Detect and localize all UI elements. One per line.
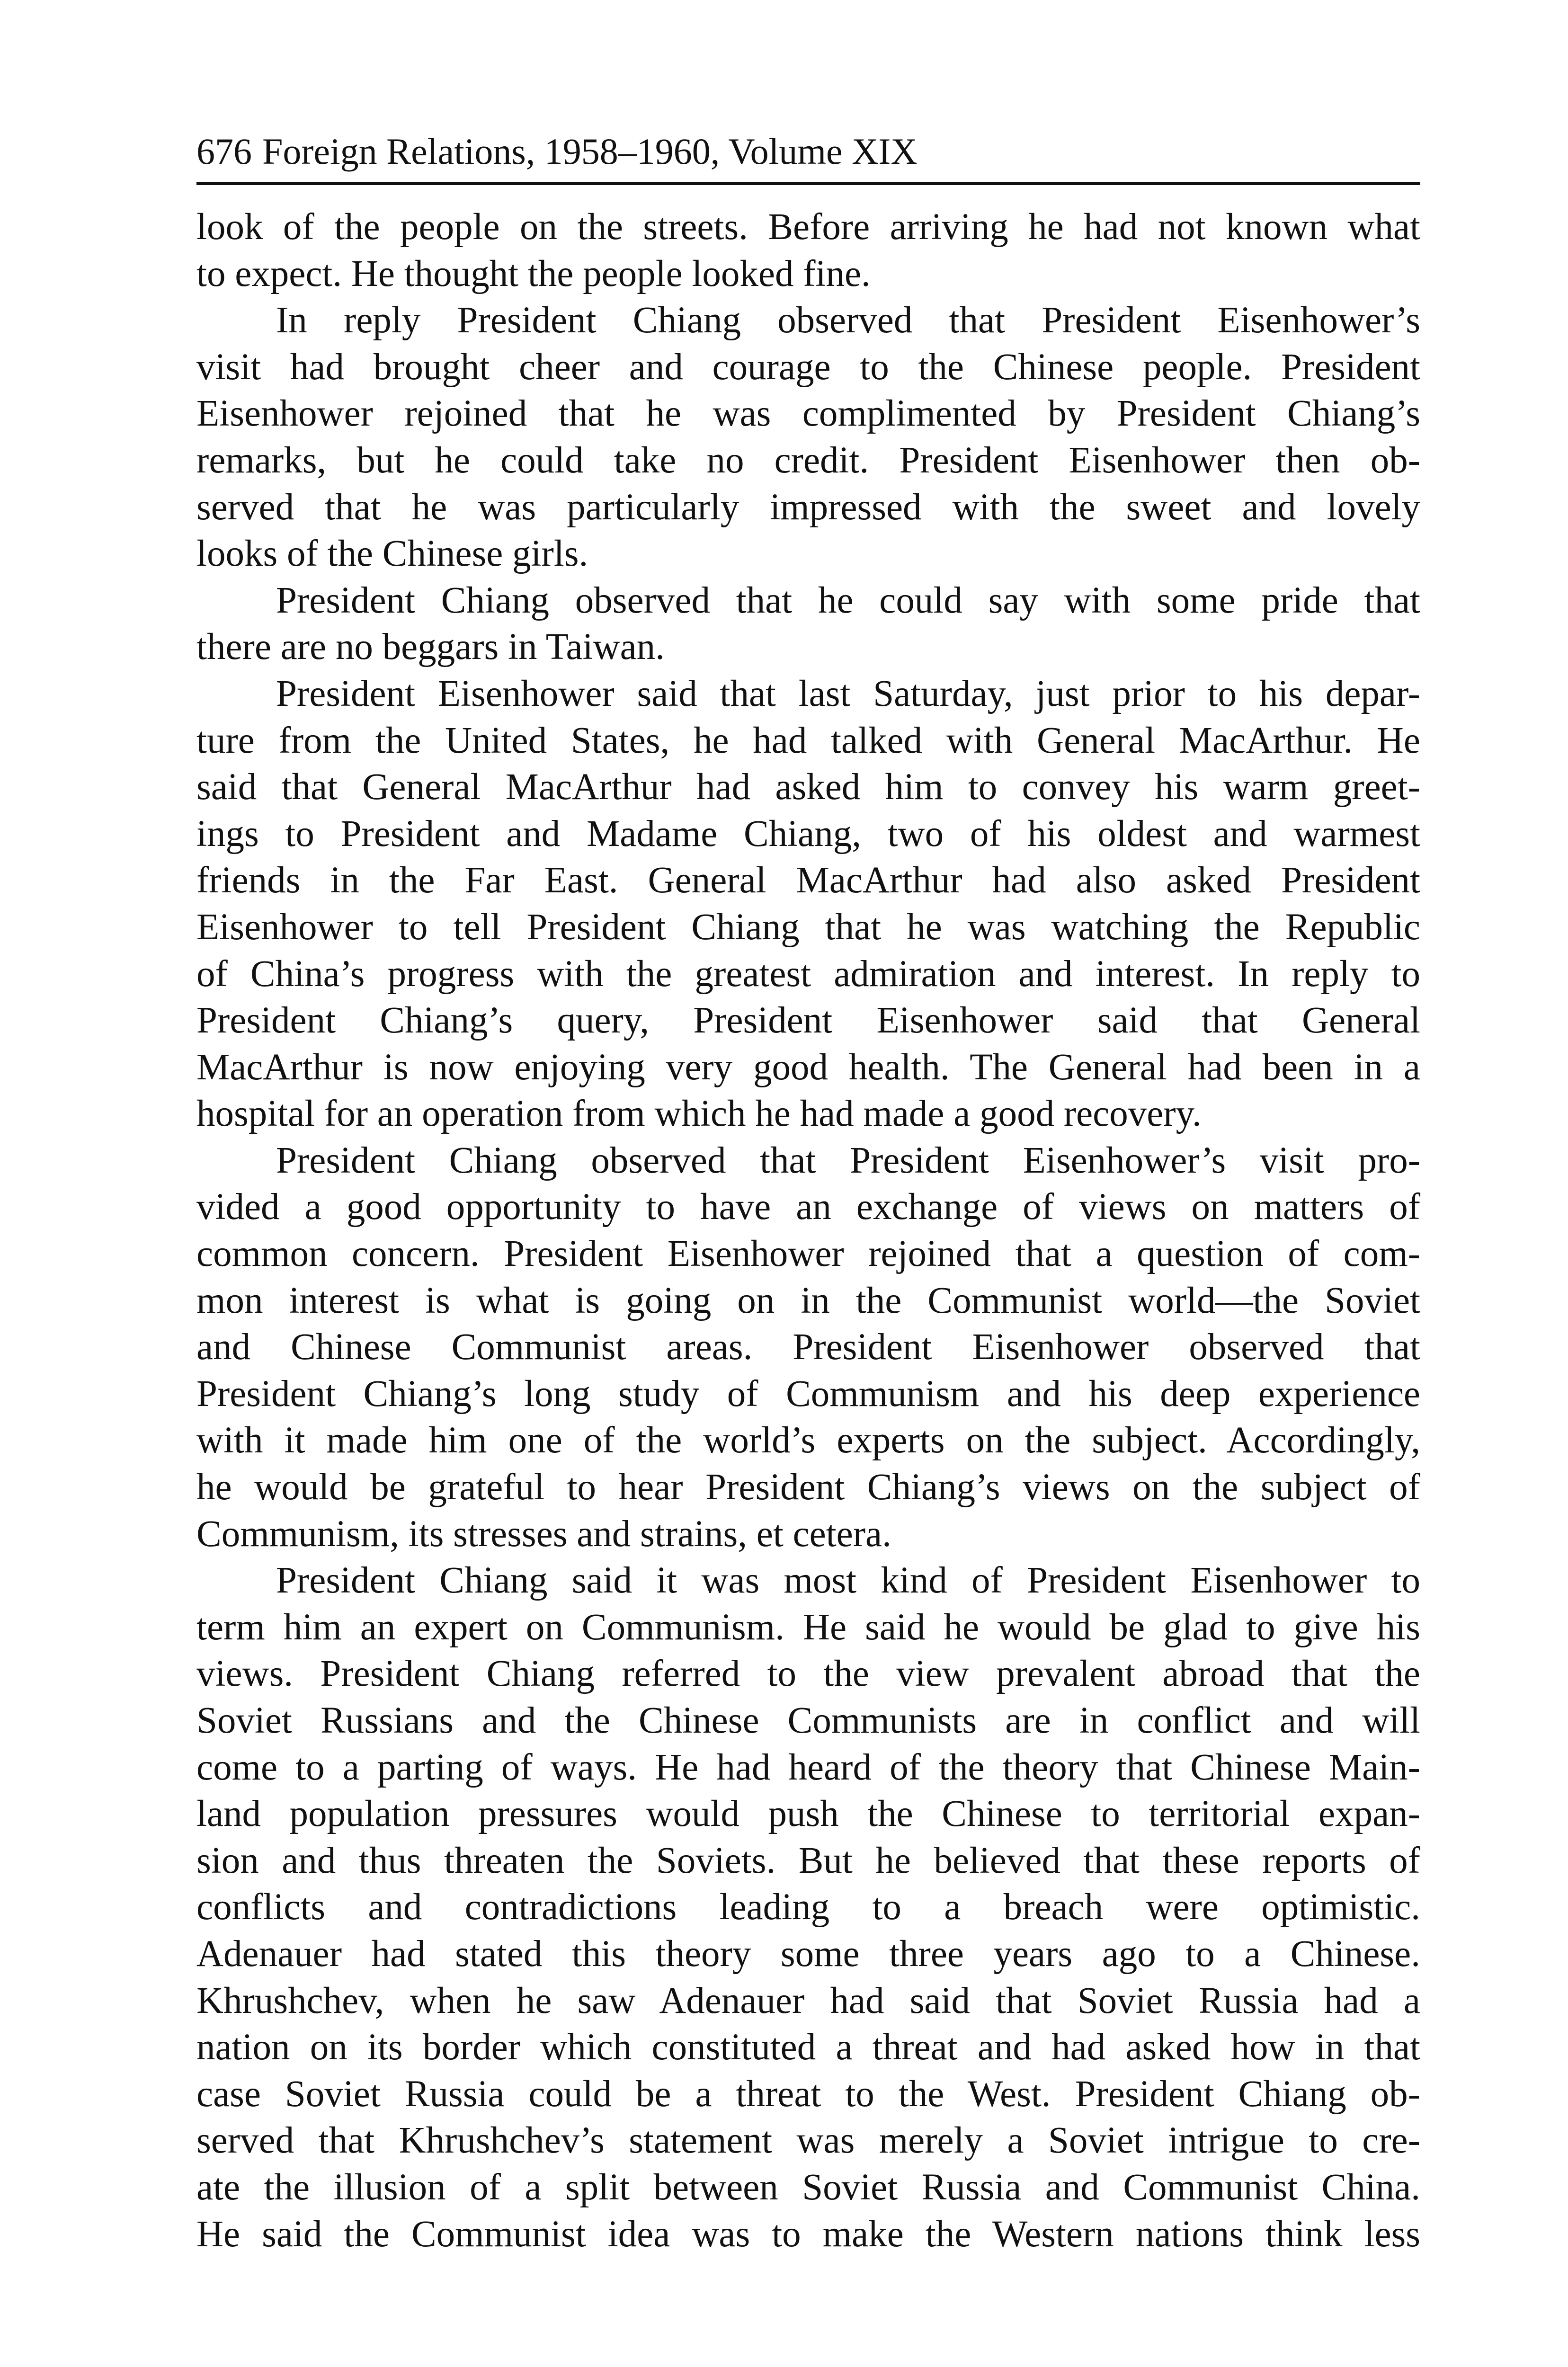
text-line: Soviet Russians and the Chinese Communists are in conflict and will <box>196 1700 1420 1741</box>
text-line: President Eisenhower said that last Saturday, just prior to his depar- <box>276 673 1420 714</box>
text-line: said that General MacArthur had asked him to convey his warm greet- <box>196 766 1420 808</box>
text-line: he would be grateful to hear President Chiang’s views on the subject of <box>196 1467 1420 1508</box>
text-line: conflicts and contradictions leading to a breach were optimistic. <box>196 1886 1420 1928</box>
text-line: views. President Chiang referred to the view prevalent abroad that the <box>196 1653 1420 1695</box>
text-line: served that he was particularly impressed with the sweet and lovely <box>196 486 1420 528</box>
text-line: hospital for an operation from which he had made a good recovery. <box>196 1093 1202 1135</box>
text-line: President Chiang’s query, President Eisenhower said that General <box>196 1000 1420 1041</box>
text-line: term him an expert on Communism. He said he would be glad to give his <box>196 1606 1420 1648</box>
text-line: Adenauer had stated this theory some three years ago to a Chinese. <box>196 1933 1420 1975</box>
page-number: 676 <box>196 131 252 172</box>
text-line: to expect. He thought the people looked fine. <box>196 253 871 294</box>
text-line: and Chinese Communist areas. President Eisenhower observed that <box>196 1326 1420 1368</box>
text-line: with it made him one of the world’s experts on the subject. Accordingly, <box>196 1420 1420 1461</box>
text-line: ings to President and Madame Chiang, two of his oldest and warmest <box>196 813 1420 854</box>
text-line: Eisenhower to tell President Chiang that he was watching the Republic <box>196 906 1420 948</box>
text-line: President Chiang observed that President Eisenhower’s visit pro- <box>276 1139 1420 1181</box>
text-line: Communism, its stresses and strains, et cetera. <box>196 1513 891 1555</box>
text-line: remarks, but he could take no credit. President Eisenhower then ob- <box>196 439 1420 481</box>
text-line: land population pressures would push the Chinese to territorial expan- <box>196 1793 1420 1835</box>
paragraph <box>196 1557 1420 2258</box>
text-line: He said the Communist idea was to make the Western nations think less <box>196 2213 1420 2255</box>
paragraph <box>196 1138 1420 1557</box>
text-line: Khrushchev, when he saw Adenauer had said that Soviet Russia had a <box>196 1980 1420 2021</box>
text-line: sion and thus threaten the Soviets. But he believed that these reports of <box>196 1840 1420 1881</box>
text-line: vided a good opportunity to have an exchange of views on matters of <box>196 1186 1420 1228</box>
running-title: Foreign Relations, 1958–1960, Volume XIX <box>262 131 918 172</box>
text-line: of China’s progress with the greatest admiration and interest. In reply to <box>196 953 1420 995</box>
paragraph <box>196 578 1420 671</box>
running-head <box>196 128 1420 185</box>
text-line: nation on its border which constituted a threat and had asked how in that <box>196 2027 1420 2068</box>
paragraph <box>196 204 1420 297</box>
text-line: ate the illusion of a split between Soviet Russia and Communist China. <box>196 2166 1420 2208</box>
text-line: come to a parting of ways. He had heard of the theory that Chinese Main- <box>196 1746 1420 1788</box>
text-line: Eisenhower rejoined that he was complimented by President Chiang’s <box>196 393 1420 435</box>
text-line: In reply President Chiang observed that President Eisenhower’s <box>276 300 1420 341</box>
text-line: President Chiang’s long study of Communism and his deep experience <box>196 1373 1420 1415</box>
text-line: case Soviet Russia could be a threat to the West. President Chiang ob- <box>196 2073 1420 2115</box>
body-text <box>196 204 1420 2258</box>
paragraph <box>196 297 1420 578</box>
text-line: mon interest is what is going on in the Communist world—the Soviet <box>196 1280 1420 1321</box>
document-page <box>196 128 1420 2258</box>
text-line: visit had brought cheer and courage to the Chinese people. President <box>196 346 1420 388</box>
text-line: President Chiang said it was most kind of President Eisenhower to <box>276 1560 1420 1602</box>
text-line: there are no beggars in Taiwan. <box>196 626 665 668</box>
text-line: President Chiang observed that he could say with some pride that <box>276 579 1420 621</box>
text-line: friends in the Far East. General MacArthur had also asked President <box>196 860 1420 901</box>
text-line: MacArthur is now enjoying very good health. The General had been in a <box>196 1046 1420 1088</box>
text-line: ture from the United States, he had talked with General MacArthur. He <box>196 720 1420 761</box>
paragraph <box>196 671 1420 1138</box>
text-line: look of the people on the streets. Before arriving he had not known what <box>196 206 1420 248</box>
text-line: served that Khrushchev’s statement was merely a Soviet intrigue to cre- <box>196 2120 1420 2162</box>
text-line: looks of the Chinese girls. <box>196 533 588 575</box>
text-line: common concern. President Eisenhower rejoined that a question of com- <box>196 1233 1420 1275</box>
